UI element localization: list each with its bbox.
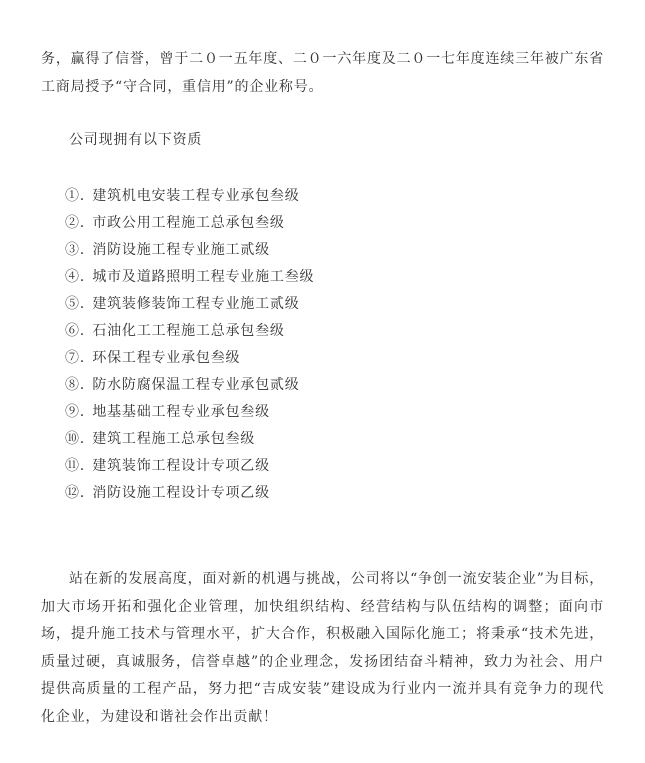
qualification-number: ⑥.	[65, 323, 86, 339]
qualification-text: 消防设施工程设计专项乙级	[87, 485, 270, 501]
qualification-item	[65, 480, 604, 507]
qualification-item	[65, 453, 604, 480]
qualification-text: 环保工程专业承包叁级	[87, 350, 241, 366]
qualification-number: ⑪.	[65, 458, 86, 474]
qualification-text: 建筑装修装饰工程专业施工贰级	[87, 296, 300, 312]
qualification-list	[41, 183, 604, 507]
qualification-text: 建筑装饰工程设计专项乙级	[87, 458, 270, 474]
qualification-number: ②.	[65, 215, 86, 231]
qualification-number: ⑫.	[65, 485, 86, 501]
qualification-item	[65, 264, 604, 291]
qualification-item	[65, 210, 604, 237]
qualification-number: ⑤.	[65, 296, 86, 312]
intro-paragraph: 务，赢得了信誉，曾于二０一五年度、二０一六年度及二０一七年度连续三年被广东省工商局授予“守合同，重信用”的企业称号。	[41, 51, 604, 95]
qualification-number: ③.	[65, 242, 86, 258]
qualification-text: 城市及道路照明工程专业施工叁级	[87, 269, 315, 285]
qualification-text: 建筑机电安装工程专业承包叁级	[87, 188, 300, 204]
qualification-number: ⑧.	[65, 377, 86, 393]
qualification-number: ⑩.	[65, 431, 86, 447]
qualification-item	[65, 237, 604, 264]
closing-paragraph: 站在新的发展高度，面对新的机遇与挑战，公司将以“争创一流安装企业”为目标，加大市场开拓和强化企业管理，加快组织结构、经营结构与队伍结构的调整；面向市场，提升施工技术与管理水平，扩大合作，积极融入国际化施工；将秉承“技术先进，质量过硬，真诚服务，信誉卓越”的企业理念，发扬团结奋斗精神，致力为社会、用户提供高质量的工程产品，努力把“吉成安装”建设成为行业内一流并具有竞争力的现代化企业，为建设和谐社会作出贡献！	[41, 571, 604, 725]
qualification-item	[65, 399, 604, 426]
qualification-number: ④.	[65, 269, 86, 285]
qualification-text: 市政公用工程施工总承包叁级	[87, 215, 285, 231]
qualification-item	[65, 426, 604, 453]
qualification-number: ①.	[65, 188, 86, 204]
qualification-text: 石油化工工程施工总承包叁级	[87, 323, 285, 339]
qualification-number: ⑦.	[65, 350, 86, 366]
qualification-item	[65, 291, 604, 318]
qualification-item	[65, 183, 604, 210]
section-heading: 公司现拥有以下资质	[69, 132, 203, 148]
qualification-item	[65, 318, 604, 345]
qualification-text: 地基基础工程专业承包叁级	[87, 404, 270, 420]
qualification-text: 防水防腐保温工程专业承包贰级	[87, 377, 300, 393]
qualification-item	[65, 372, 604, 399]
qualification-item	[65, 345, 604, 372]
qualification-text: 消防设施工程专业施工贰级	[87, 242, 270, 258]
qualification-text: 建筑工程施工总承包叁级	[87, 431, 256, 447]
qualification-number: ⑨.	[65, 404, 86, 420]
